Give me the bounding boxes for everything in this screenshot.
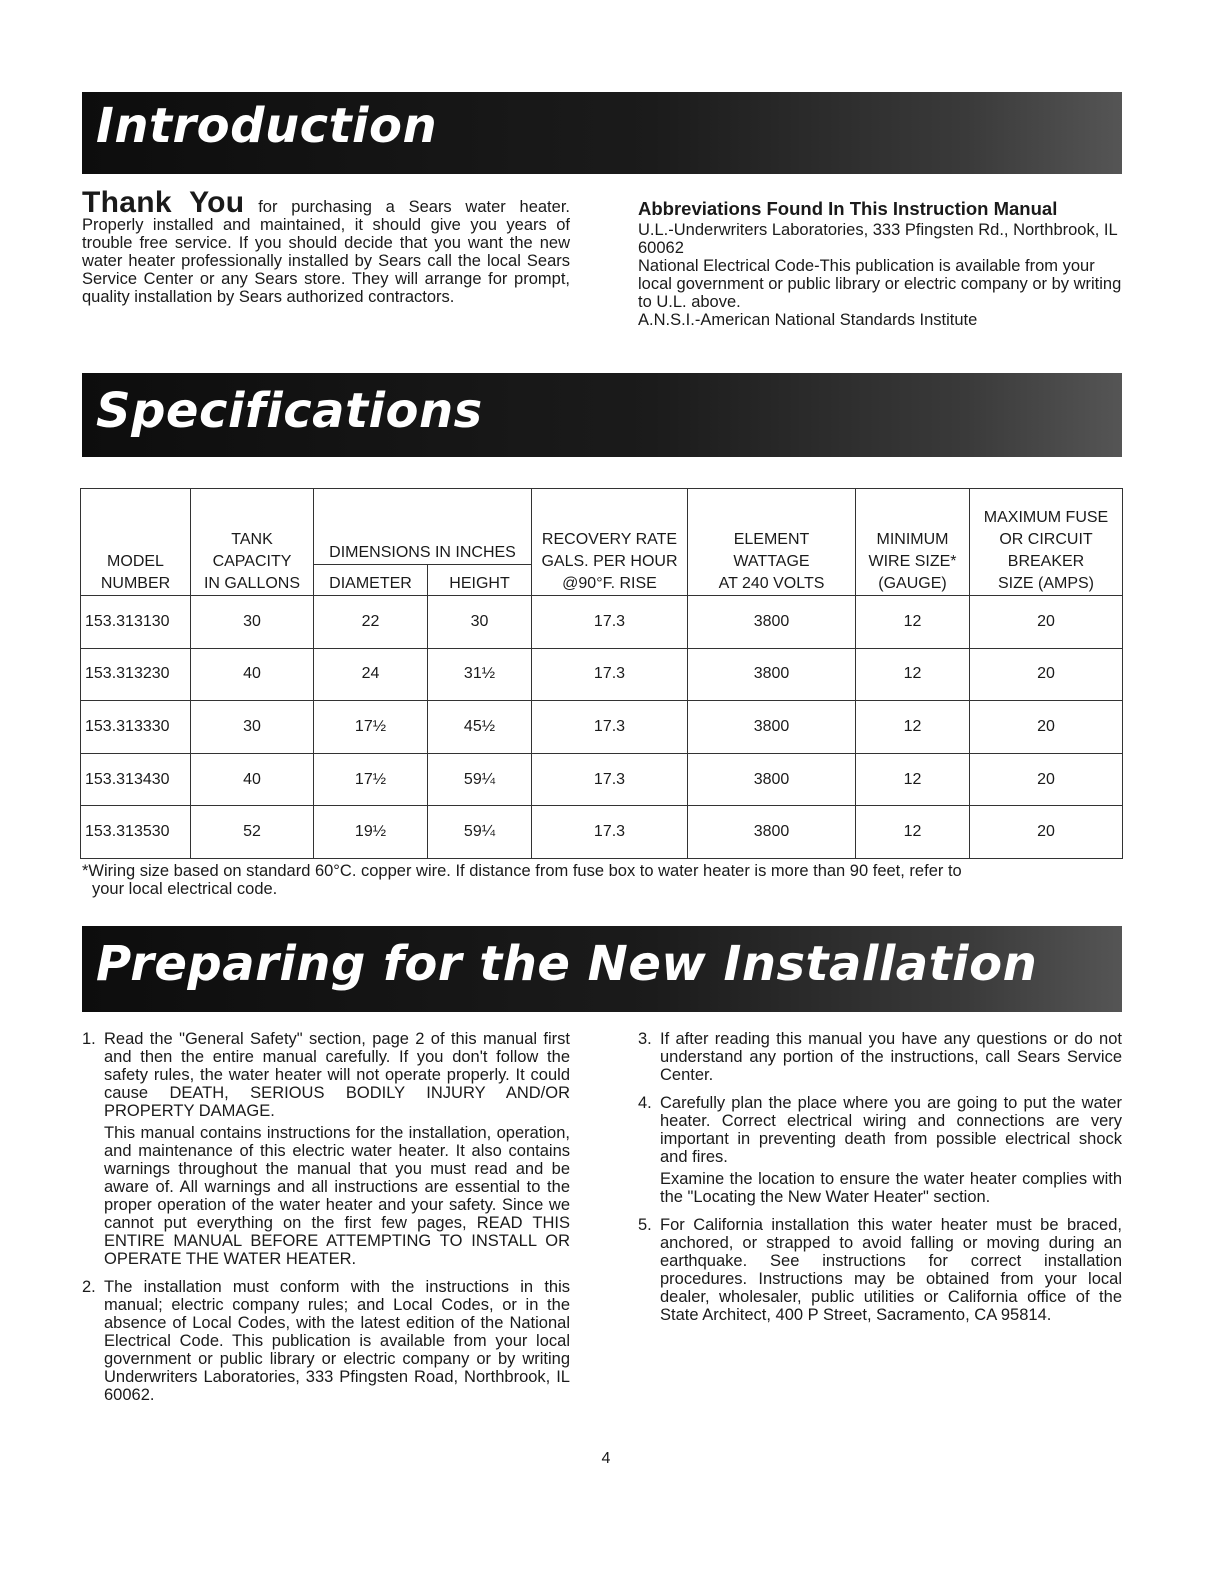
cell-capacity: 40 [191,648,314,701]
table-row [81,753,1123,806]
cell-recovery: 17.3 [532,806,688,859]
steps-left-column [82,1030,570,1414]
step-paragraph: Examine the location to ensure the water heater complies with the "Locating the New Water Heater" section. [660,1170,1122,1206]
table-row [81,806,1123,859]
footnote-line-2: your local electrical code. [92,880,278,898]
cell-model: 153.313430 [81,753,191,806]
cell-wire: 12 [856,806,970,859]
cell-wire: 12 [856,648,970,701]
cell-model: 153.313130 [81,596,191,649]
cell-recovery: 17.3 [532,753,688,806]
cell-wire: 12 [856,701,970,754]
abbreviation-nec: National Electrical Code-This publication is available from your local government or public library or electric company or by writing to U.L. above. [638,257,1122,311]
cell-diameter: 17½ [314,753,428,806]
thank-you-heading: Thank You [82,186,245,219]
thank-you-text: for purchasing a Sears water heater. Properly installed and maintained, it should give you years of trouble free service. If you should decide that you want the new water heater professionally installed by Sears call the local Sears Service Center or any Sears store. They will arrange for prompt, quality installation by Sears authorized contractors. [82,198,570,306]
cell-height: 59¼ [428,806,532,859]
step-item [638,1094,1122,1206]
steps-right-column [638,1030,1122,1334]
cell-model: 153.313530 [81,806,191,859]
cell-model: 153.313330 [81,701,191,754]
header-model: MODEL NUMBER [81,489,191,596]
table-row [81,701,1123,754]
cell-recovery: 17.3 [532,596,688,649]
cell-wattage: 3800 [688,701,856,754]
cell-height: 30 [428,596,532,649]
step-number: 4. [638,1094,652,1112]
specifications-banner [82,373,1122,457]
cell-wattage: 3800 [688,753,856,806]
thank-you-paragraph [82,186,570,306]
header-wire-size: MINIMUM WIRE SIZE* (GAUGE) [856,489,970,596]
header-tank-capacity: TANK CAPACITY IN GALLONS [191,489,314,596]
cell-wire: 12 [856,753,970,806]
header-element-wattage: ELEMENT WATTAGE AT 240 VOLTS [688,489,856,596]
header-dimensions: DIMENSIONS IN INCHES [314,489,532,565]
cell-wattage: 3800 [688,648,856,701]
step-item [82,1278,570,1404]
cell-height: 45½ [428,701,532,754]
step-paragraph: The installation must conform with the instructions in this manual; electric company rules; and Local Codes, or in the absence of Local Codes, with the latest edition of the National Electrical Code. This publication is available from your local government or public library or electric company or by writing Underwriters Laboratories, 333 Pfingsten Road, Northbrook, IL 60062. [104,1278,570,1404]
step-paragraph: For California installation this water heater must be braced, anchored, or strapped to avoid falling or moving during an earthquake. See instructions for correct installation procedures. Instructions may be obtained from your local dealer, wholesaler, public utilities or California office of the State Architect, 400 P Street, Sacramento, CA 95814. [660,1216,1122,1324]
step-paragraph: Carefully plan the place where you are going to put the water heater. Correct electrical wiring and connections are very important in preventing death from possible electrical shock and fires. [660,1094,1122,1166]
cell-capacity: 40 [191,753,314,806]
cell-diameter: 17½ [314,701,428,754]
cell-fuse: 20 [970,753,1123,806]
abbreviations-block [638,200,1122,329]
header-diameter: DIAMETER [314,564,428,595]
cell-diameter: 24 [314,648,428,701]
step-item [638,1030,1122,1084]
specifications-heading: Specifications [96,383,483,439]
footnote-line-1: *Wiring size based on standard 60°C. copper wire. If distance from fuse box to water heater is more than 90 feet, refer to [82,862,962,880]
step-item [638,1216,1122,1324]
cell-wire: 12 [856,596,970,649]
cell-recovery: 17.3 [532,648,688,701]
table-row [81,596,1123,649]
cell-wattage: 3800 [688,596,856,649]
cell-height: 59¼ [428,753,532,806]
specifications-table [80,488,1123,859]
preparing-banner [82,926,1122,1012]
cell-fuse: 20 [970,806,1123,859]
cell-recovery: 17.3 [532,701,688,754]
page-number: 4 [601,1450,611,1467]
cell-diameter: 22 [314,596,428,649]
introduction-banner [82,92,1122,174]
step-paragraph: If after reading this manual you have any questions or do not understand any portion of the instructions, call Sears Service Center. [660,1030,1122,1084]
abbreviation-ul: U.L.-Underwriters Laboratories, 333 Pfingsten Rd., Northbrook, IL 60062 [638,221,1118,257]
header-recovery-rate: RECOVERY RATE GALS. PER HOUR @90°F. RISE [532,489,688,596]
cell-fuse: 20 [970,701,1123,754]
cell-capacity: 30 [191,596,314,649]
header-height: HEIGHT [428,564,532,595]
cell-height: 31½ [428,648,532,701]
step-number: 3. [638,1030,652,1048]
cell-model: 153.313230 [81,648,191,701]
cell-fuse: 20 [970,648,1123,701]
cell-capacity: 52 [191,806,314,859]
abbreviations-title: Abbreviations Found In This Instruction Manual [638,198,1058,219]
introduction-heading: Introduction [96,98,438,154]
preparing-heading: Preparing for the New Installation [96,936,1038,992]
cell-fuse: 20 [970,596,1123,649]
step-number: 5. [638,1216,652,1234]
wiring-footnote [82,862,1122,898]
header-fuse-size: MAXIMUM FUSE OR CIRCUIT BREAKER SIZE (AMPS) [970,489,1123,596]
step-item [82,1030,570,1268]
step-paragraph: Read the "General Safety" section, page 2 of this manual first and then the entire manual carefully. If you don't follow the safety rules, the water heater will not operate properly. It could cause DEATH, SERIOUS BODILY INJURY AND/OR PROPERTY DAMAGE. [104,1030,570,1120]
table-row [81,648,1123,701]
cell-wattage: 3800 [688,806,856,859]
cell-diameter: 19½ [314,806,428,859]
step-number: 2. [82,1278,96,1296]
cell-capacity: 30 [191,701,314,754]
header-row-top [81,489,1123,565]
step-number: 1. [82,1030,96,1048]
abbreviation-ansi: A.N.S.I.-American National Standards Institute [638,311,978,329]
step-paragraph: This manual contains instructions for the installation, operation, and maintenance of this electric water heater. It also contains warnings throughout the manual that you must read and be aware of. All warnings and all instructions are essential to the proper operation of the water heater and your safety. Since we cannot put everything on the first few pages, READ THIS ENTIRE MANUAL BEFORE ATTEMPTING TO INSTALL OR OPERATE THE WATER HEATER. [104,1124,570,1268]
